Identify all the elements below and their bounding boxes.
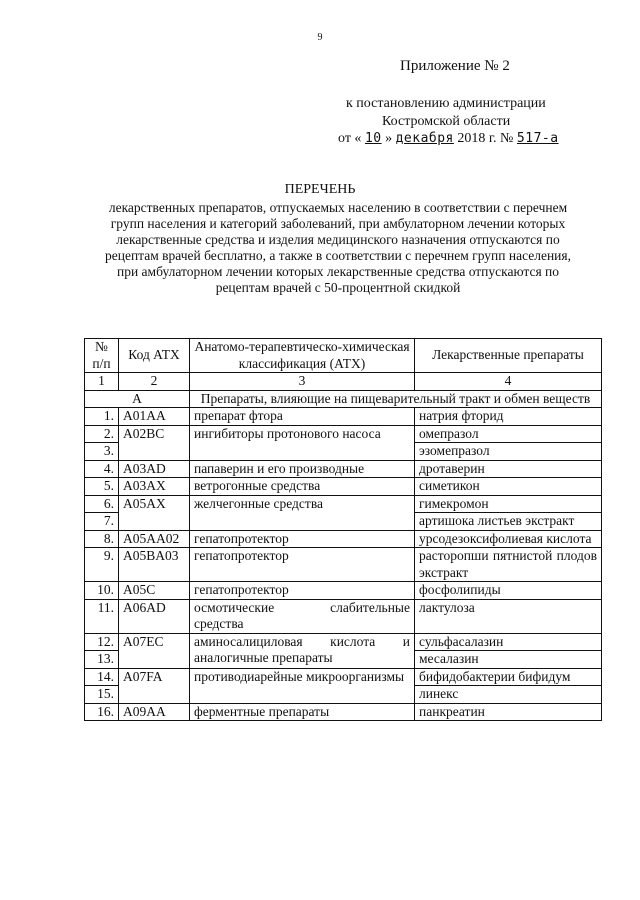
row-code: A03AD: [119, 460, 190, 478]
page-number: 9: [317, 32, 323, 43]
row-number: 15.: [85, 686, 119, 704]
decree-line-1: к постановлению администрации: [346, 96, 546, 111]
table-row: [85, 582, 602, 600]
row-class: гепатопротектор: [190, 530, 415, 548]
row-number: 1.: [85, 408, 119, 426]
row-code: A03AX: [119, 478, 190, 496]
decree-month: декабря: [395, 131, 454, 146]
row-class: гепатопротектор: [190, 548, 415, 582]
row-code: A07FA: [119, 668, 190, 703]
row-drug: лактулоза: [415, 599, 602, 633]
document-title: ПЕРЕЧЕНЬ: [284, 182, 356, 197]
table-row: [85, 633, 602, 651]
appendix-label: Приложение № 2: [400, 58, 510, 74]
header-code: Код АТХ: [119, 339, 190, 373]
row-drug: бифидобактерии бифидум: [415, 668, 602, 686]
col-number: 1: [85, 373, 119, 391]
row-class: осмотические слабительные средства: [190, 599, 415, 633]
row-number: 14.: [85, 668, 119, 686]
table-header-row: [85, 339, 602, 373]
decree-prefix: от «: [338, 131, 362, 146]
row-code: A01AA: [119, 408, 190, 426]
row-class: гепатопротектор: [190, 582, 415, 600]
row-number: 12.: [85, 633, 119, 651]
row-number: 10.: [85, 582, 119, 600]
table-row: [85, 548, 602, 582]
document-intro: лекарственных препаратов, отпускаемых населению в соответствии с перечнем групп населения и категорий заболеваний, при амбулаторном лечении которых лекарственные средства и изделия медицинского назначения отпускаются по рецептам врачей бесплатно, а также в соответствии с перечнем групп населения, при амбулаторном лечении которых лекарственные средства отпускаются по рецептам врачей с 50-процентной скидкой: [105, 200, 571, 295]
row-drug: дротаверин: [415, 460, 602, 478]
table-row: [85, 425, 602, 443]
row-number: 16.: [85, 703, 119, 721]
header-classification: Анатомо-терапевтическо-химическая классификация (АТХ): [190, 339, 415, 373]
decree-mid: »: [385, 131, 393, 146]
decree-year: 2018 г. №: [457, 131, 514, 146]
decree-line-2: Костромской области: [382, 114, 511, 129]
row-code: A09AA: [119, 703, 190, 721]
table-row: [85, 703, 602, 721]
row-number: 3.: [85, 443, 119, 461]
row-number: 7.: [85, 513, 119, 531]
row-number: 8.: [85, 530, 119, 548]
row-drug: сульфасалазин: [415, 633, 602, 651]
group-name: Препараты, влияющие на пищеварительный тракт и обмен веществ: [190, 390, 602, 408]
row-class: препарат фтора: [190, 408, 415, 426]
row-class: папаверин и его производные: [190, 460, 415, 478]
table-row: [85, 460, 602, 478]
table-row: [85, 599, 602, 633]
row-code: A06AD: [119, 599, 190, 633]
header-num: № п/п: [85, 339, 119, 373]
row-number: 6.: [85, 495, 119, 513]
table-row: [85, 478, 602, 496]
col-number: 4: [415, 373, 602, 391]
row-code: A05C: [119, 582, 190, 600]
row-number: 13.: [85, 651, 119, 669]
row-code: A07EC: [119, 633, 190, 668]
row-class: ферментные препараты: [190, 703, 415, 721]
decree-number: 517-а: [516, 131, 559, 146]
row-drug: линекс: [415, 686, 602, 704]
drug-list-table: [84, 338, 602, 721]
header-drugs: Лекарственные препараты: [415, 339, 602, 373]
table-row: [85, 668, 602, 686]
row-class: ингибиторы протонового насоса: [190, 425, 415, 460]
row-drug: симетикон: [415, 478, 602, 496]
row-drug: эзомепразол: [415, 443, 602, 461]
row-code: A02BC: [119, 425, 190, 460]
row-drug: урсодезоксифолиевая кислота: [415, 530, 602, 548]
row-code: A05AA02: [119, 530, 190, 548]
col-number: 3: [190, 373, 415, 391]
row-drug: гимекромон: [415, 495, 602, 513]
row-number: 9.: [85, 548, 119, 582]
group-row: [85, 390, 602, 408]
row-drug: омепразол: [415, 425, 602, 443]
column-numbers-row: [85, 373, 602, 391]
row-drug: панкреатин: [415, 703, 602, 721]
row-code: A05AX: [119, 495, 190, 530]
row-class: ветрогонные средства: [190, 478, 415, 496]
row-drug: натрия фторид: [415, 408, 602, 426]
row-number: 5.: [85, 478, 119, 496]
col-number: 2: [119, 373, 190, 391]
table-row: [85, 408, 602, 426]
row-drug: фосфолипиды: [415, 582, 602, 600]
row-number: 11.: [85, 599, 119, 633]
decree-day: 10: [364, 131, 382, 146]
group-code: А: [85, 390, 190, 408]
table-row: [85, 530, 602, 548]
row-number: 2.: [85, 425, 119, 443]
row-class: желчегонные средства: [190, 495, 415, 530]
decree-date-line: [338, 131, 559, 147]
row-code: A05BA03: [119, 548, 190, 582]
row-drug: артишока листьев экстракт: [415, 513, 602, 531]
table-row: [85, 495, 602, 513]
row-drug: месалазин: [415, 651, 602, 669]
row-drug: расторопши пятнистой плодов экстракт: [415, 548, 602, 582]
row-class: противодиарейные микроорганизмы: [190, 668, 415, 703]
row-number: 4.: [85, 460, 119, 478]
row-class: аминосалициловая кислота и аналогичные препараты: [190, 633, 415, 668]
